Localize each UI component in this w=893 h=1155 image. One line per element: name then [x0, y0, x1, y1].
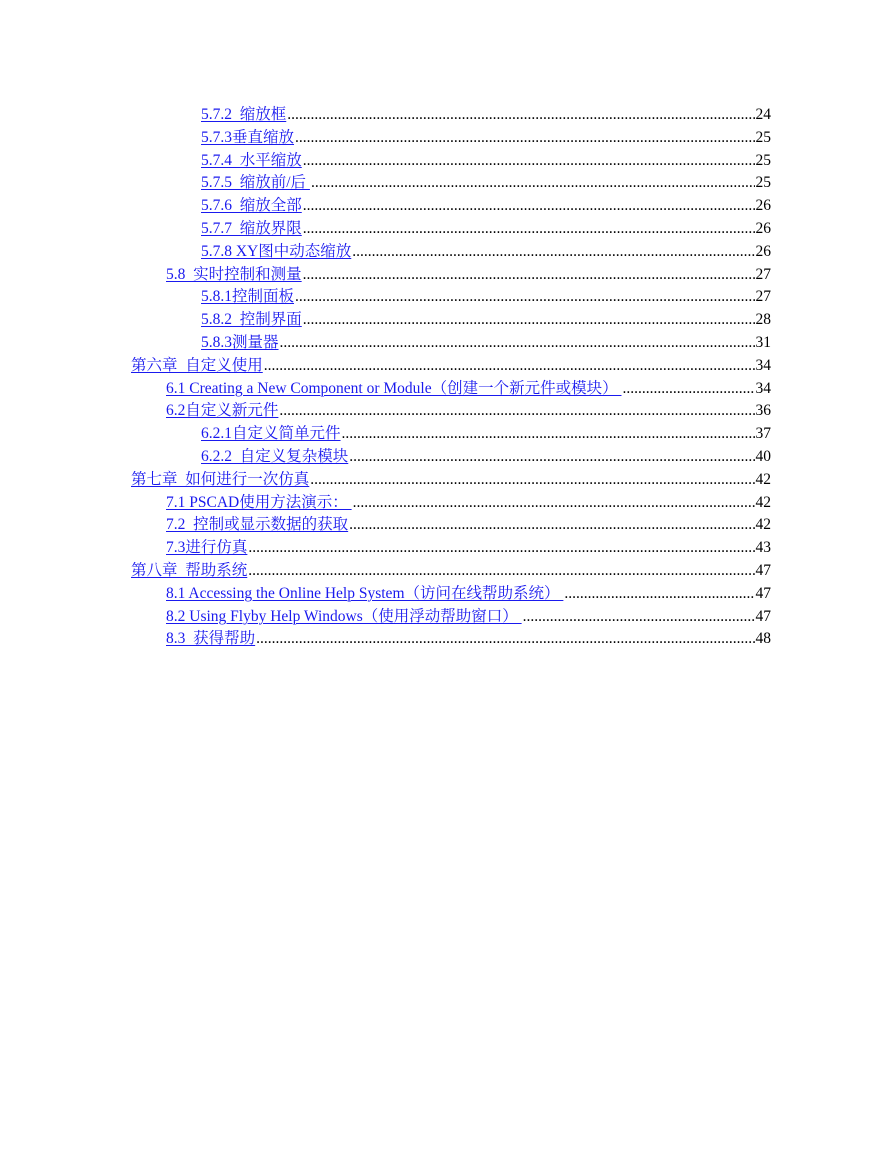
toc-dot-leader	[303, 195, 755, 218]
toc-dot-leader	[303, 309, 755, 332]
toc-dot-leader	[310, 469, 754, 492]
toc-entry-chapter-6[interactable]	[0, 355, 893, 378]
toc-entry-5-8-1[interactable]	[0, 286, 893, 309]
toc-entry-title[interactable]: 8.3 获得帮助	[166, 630, 256, 648]
toc-entry-title[interactable]: 第六章 自定义使用	[131, 356, 263, 374]
toc-dot-leader	[303, 150, 755, 173]
toc-page-number: 47	[755, 584, 771, 602]
toc-entry-title[interactable]: 第八章 帮助系统	[131, 561, 248, 579]
toc-entry-title[interactable]: 5.8.3测量器	[201, 333, 279, 351]
toc-entry-chapter-8[interactable]	[0, 560, 893, 583]
toc-page-number: 25	[755, 128, 771, 146]
toc-entry-6-1[interactable]	[0, 378, 893, 401]
table-of-contents	[0, 104, 893, 651]
toc-page-number: 42	[755, 470, 771, 488]
toc-page-number: 31	[755, 333, 771, 351]
toc-entry-5-7-8[interactable]	[0, 241, 893, 264]
toc-entry-title[interactable]: 5.7.7 缩放界限	[201, 219, 302, 237]
toc-page-number: 40	[755, 447, 771, 465]
toc-dot-leader	[264, 355, 755, 378]
toc-page-number: 48	[755, 630, 771, 648]
toc-entry-title[interactable]: 5.7.4 水平缩放	[201, 151, 302, 169]
toc-entry-title[interactable]: 5.7.8 XY图中动态缩放	[201, 242, 352, 260]
toc-entry-title[interactable]: 7.3进行仿真	[166, 539, 248, 557]
toc-entry-6-2-1[interactable]	[0, 423, 893, 446]
toc-entry-title[interactable]: 6.2.2 自定义复杂模块	[201, 447, 349, 465]
toc-page-number: 36	[755, 402, 771, 420]
toc-dot-leader	[279, 400, 754, 423]
toc-entry-title[interactable]: 5.7.6 缩放全部	[201, 197, 302, 215]
toc-entry-5-7-7[interactable]	[0, 218, 893, 241]
toc-page-number: 25	[755, 151, 771, 169]
toc-entry-title[interactable]: 5.8 实时控制和测量	[166, 265, 302, 283]
toc-page-number: 42	[755, 516, 771, 534]
toc-dot-leader	[352, 241, 754, 264]
toc-entry-6-2[interactable]	[0, 400, 893, 423]
toc-page-number: 24	[755, 106, 771, 123]
toc-dot-leader	[342, 423, 755, 446]
toc-entry-title[interactable]: 6.2.1自定义简单元件	[201, 425, 341, 443]
toc-entry-6-2-2[interactable]	[0, 446, 893, 469]
toc-entry-title[interactable]: 5.8.2 控制界面	[201, 311, 302, 329]
toc-dot-leader	[523, 606, 755, 629]
toc-page-number: 34	[755, 356, 771, 374]
toc-page-number: 27	[755, 288, 771, 306]
toc-entry-8-2[interactable]	[0, 606, 893, 629]
toc-dot-leader	[248, 537, 754, 560]
toc-entry-5-7-4[interactable]	[0, 150, 893, 173]
toc-page-number: 26	[755, 219, 771, 237]
toc-entry-5-7-5[interactable]	[0, 172, 893, 195]
toc-entry-5-8[interactable]	[0, 264, 893, 287]
toc-entry-title[interactable]: 6.2自定义新元件	[166, 402, 279, 420]
toc-page-number: 42	[755, 493, 771, 511]
toc-entry-5-7-3[interactable]	[0, 127, 893, 150]
toc-page-number: 26	[755, 197, 771, 215]
toc-entry-8-1[interactable]	[0, 583, 893, 606]
toc-page-number: 37	[755, 425, 771, 443]
toc-entry-5-7-2[interactable]	[0, 104, 893, 127]
toc-page-number: 28	[755, 311, 771, 329]
toc-page-number: 47	[755, 561, 771, 579]
toc-entry-chapter-7[interactable]	[0, 469, 893, 492]
toc-dot-leader	[622, 378, 754, 401]
toc-dot-leader	[303, 264, 755, 287]
toc-entry-title[interactable]: 8.2 Using Flyby Help Windows（使用浮动帮助窗口）	[166, 607, 522, 625]
toc-entry-title[interactable]: 7.1 PSCAD使用方法演示：	[166, 493, 352, 511]
toc-entry-title[interactable]: 7.2 控制或显示数据的获取	[166, 516, 349, 534]
toc-dot-leader	[295, 286, 754, 309]
toc-entry-title[interactable]: 5.7.2 缩放框	[201, 106, 287, 123]
toc-page-number: 43	[755, 539, 771, 557]
toc-page-number: 26	[755, 242, 771, 260]
toc-dot-leader	[311, 172, 755, 195]
toc-entry-8-3[interactable]	[0, 628, 893, 651]
toc-entry-title[interactable]: 5.8.1控制面板	[201, 288, 295, 306]
toc-page-number: 25	[755, 174, 771, 192]
toc-entry-title[interactable]: 5.7.3垂直缩放	[201, 128, 295, 146]
toc-page-number: 34	[755, 379, 771, 397]
toc-dot-leader	[303, 218, 755, 241]
toc-entry-5-7-6[interactable]	[0, 195, 893, 218]
toc-entry-title[interactable]: 8.1 Accessing the Online Help System（访问在线帮助系统）	[166, 584, 564, 602]
toc-dot-leader	[280, 332, 755, 355]
toc-entry-7-1[interactable]	[0, 492, 893, 515]
toc-entry-title[interactable]: 6.1 Creating a New Component or Module（创建一个新元件或模块）	[166, 379, 622, 397]
toc-dot-leader	[287, 104, 754, 127]
toc-dot-leader	[564, 583, 754, 606]
toc-page-number: 47	[755, 607, 771, 625]
toc-entry-title[interactable]: 第七章 如何进行一次仿真	[131, 470, 310, 488]
toc-dot-leader	[295, 127, 754, 150]
toc-dot-leader	[349, 514, 754, 537]
toc-dot-leader	[248, 560, 754, 583]
toc-entry-5-8-3[interactable]	[0, 332, 893, 355]
toc-entry-7-3[interactable]	[0, 537, 893, 560]
toc-page-number: 27	[755, 265, 771, 283]
toc-entry-7-2[interactable]	[0, 514, 893, 537]
toc-dot-leader	[353, 492, 755, 515]
toc-dot-leader	[256, 628, 754, 651]
toc-entry-title[interactable]: 5.7.5 缩放前/后	[201, 174, 310, 192]
toc-entry-5-8-2[interactable]	[0, 309, 893, 332]
toc-dot-leader	[349, 446, 754, 469]
